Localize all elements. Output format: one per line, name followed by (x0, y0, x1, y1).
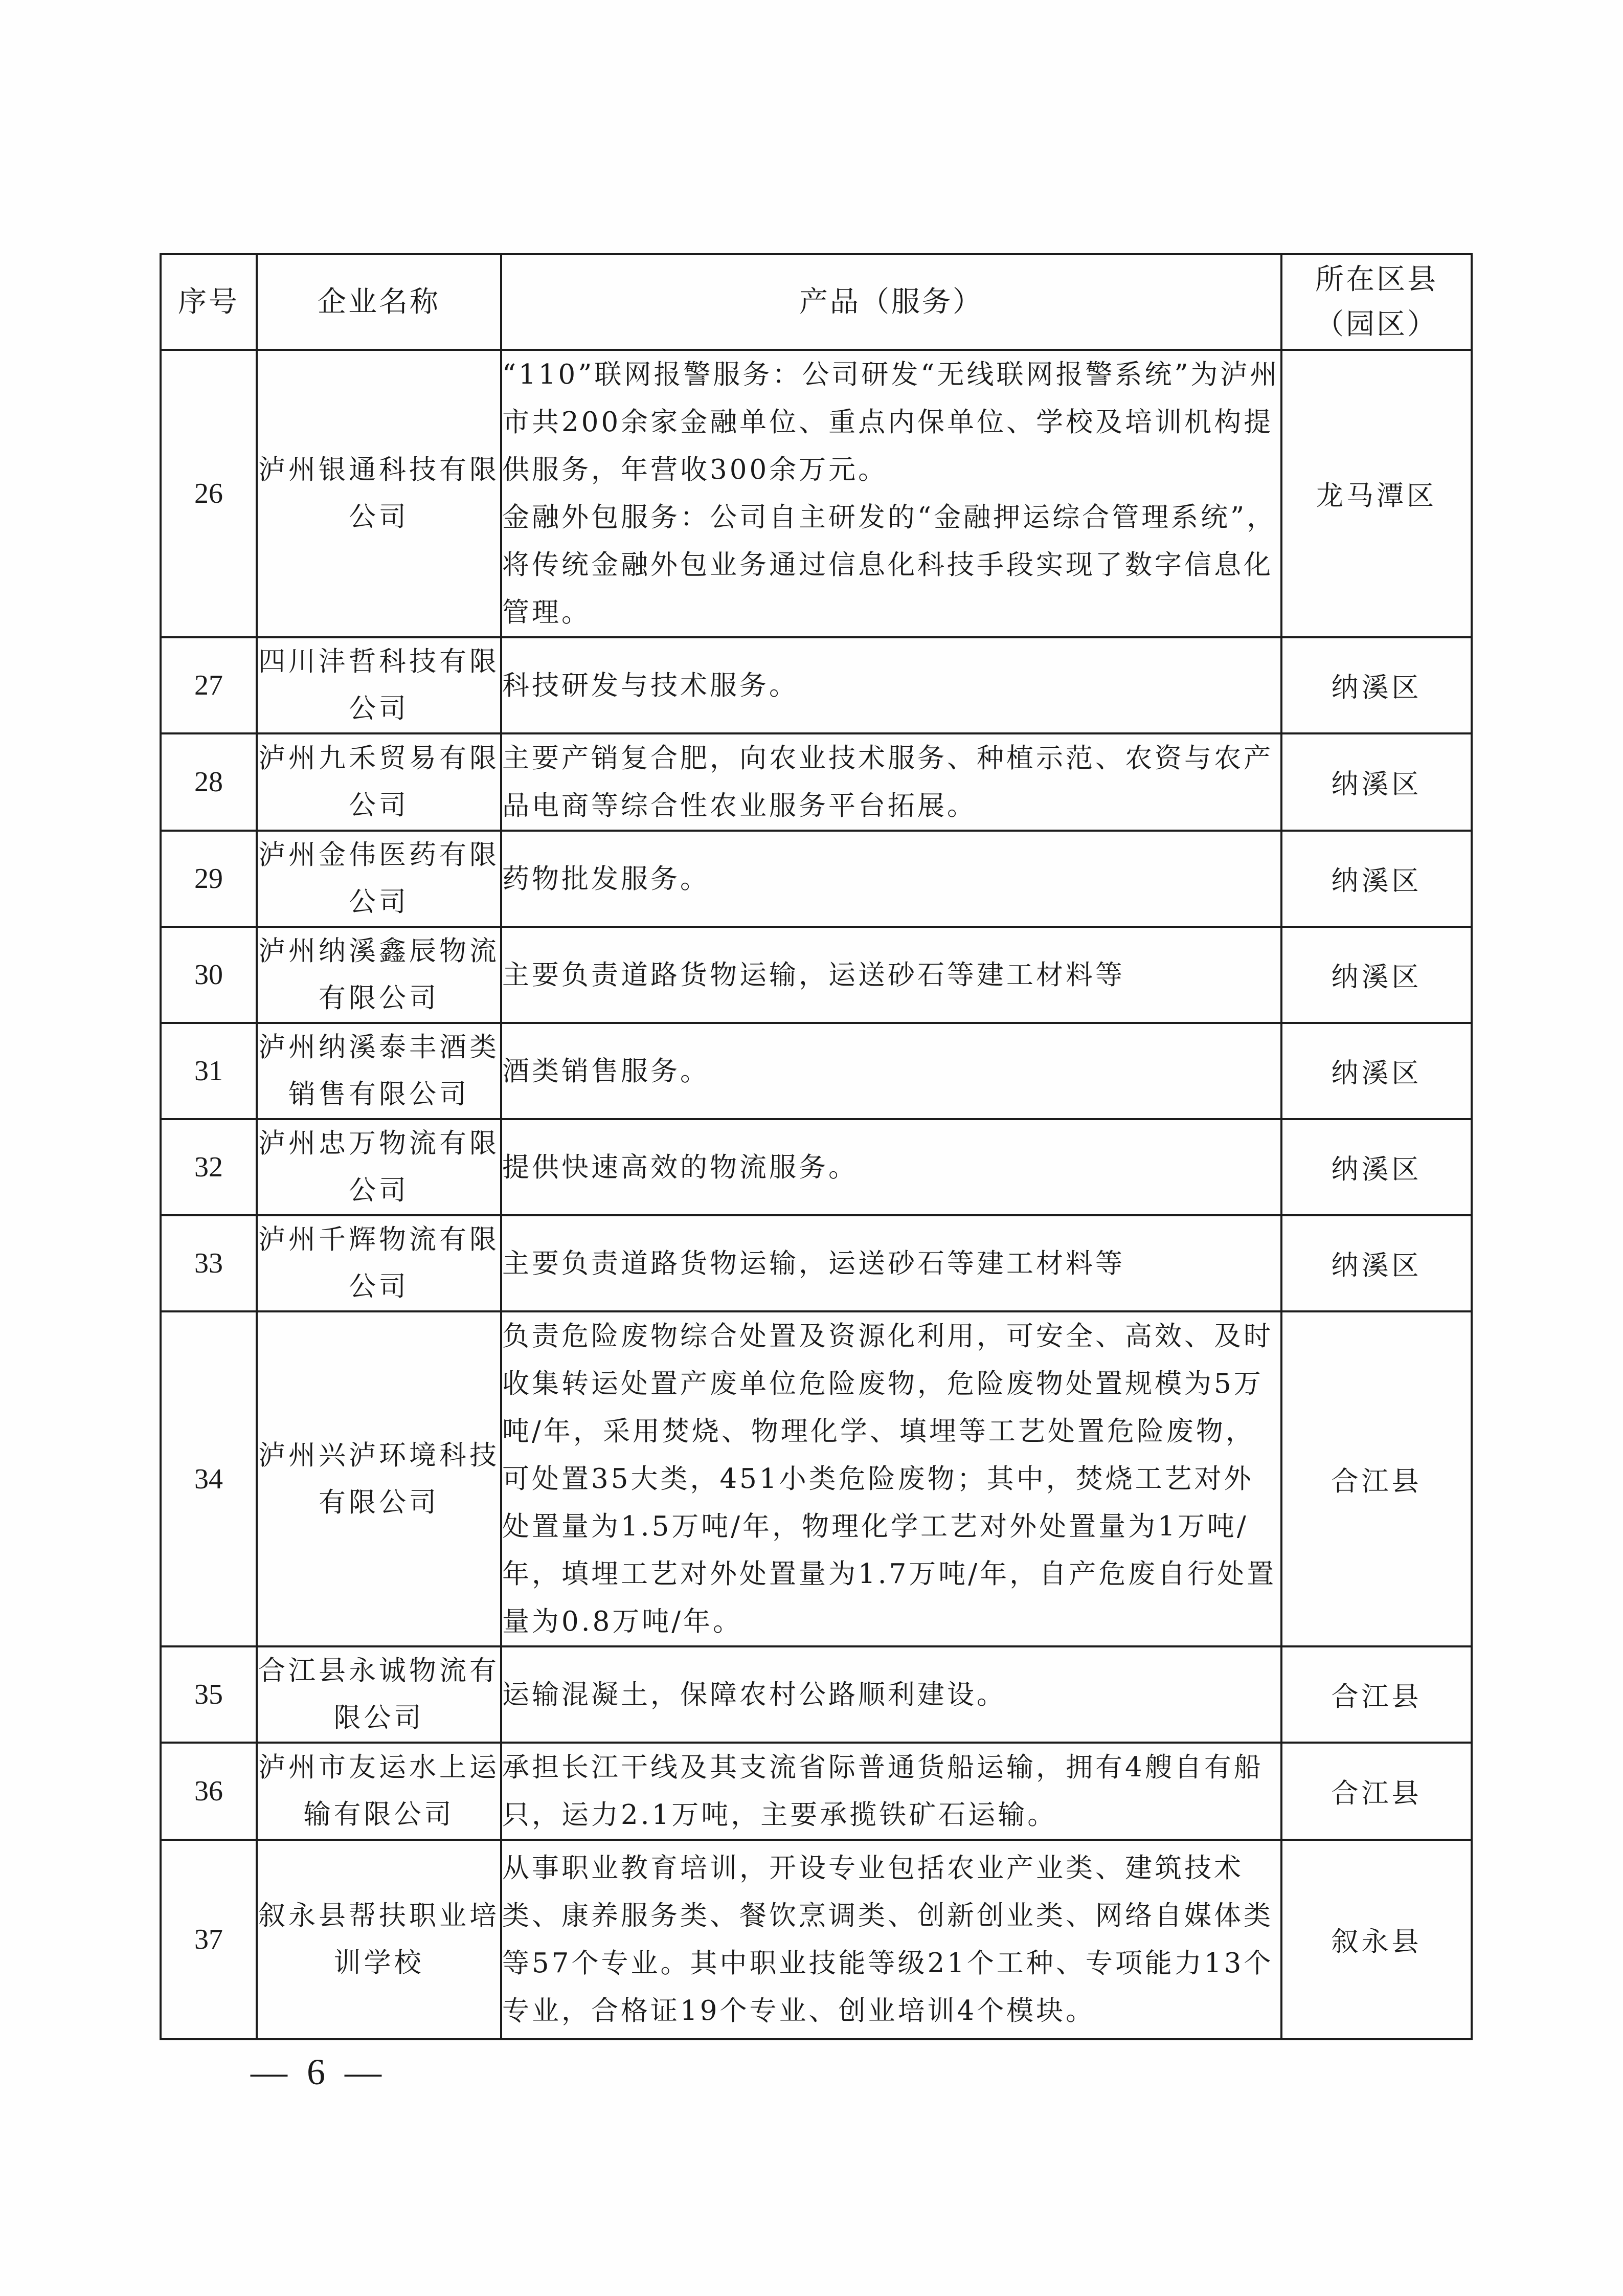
enterprise-table (160, 253, 1473, 2040)
table-row (161, 1119, 1472, 1215)
enterprise-name: 泸州纳溪鑫辰物流有限公司 (257, 927, 501, 1023)
enterprise-name: 泸州金伟医药有限公司 (257, 831, 501, 927)
table-row (161, 1646, 1472, 1743)
district: 合江县 (1281, 1646, 1472, 1743)
table-body (161, 350, 1472, 2039)
product-service (501, 637, 1281, 733)
product-paragraph: 主要负责道路货物运输，运送砂石等建工材料等 (502, 1247, 1125, 1279)
enterprise-name: 泸州九禾贸易有限公司 (257, 733, 501, 831)
table-row (161, 1023, 1472, 1119)
product-paragraph: 金融外包服务：公司自主研发的“金融押运综合管理系统”，将传统金融外包业务通过信息化科技手段实现了数字信息化管理。 (502, 502, 1277, 628)
product-paragraph: 运输混凝土，保障农村公路顺利建设。 (502, 1679, 1006, 1710)
row-number: 35 (161, 1646, 257, 1743)
product-paragraph: 主要产销复合肥，向农业技术服务、种植示范、农资与农产品电商等综合性农业服务平台拓展。 (502, 743, 1273, 821)
product-service (501, 1215, 1281, 1311)
product-paragraph: 酒类销售服务。 (502, 1055, 710, 1087)
row-number: 37 (161, 1840, 257, 2039)
table-row (161, 1215, 1472, 1311)
district: 纳溪区 (1281, 637, 1472, 733)
district: 纳溪区 (1281, 1023, 1472, 1119)
enterprise-name: 叙永县帮扶职业培训学校 (257, 1840, 501, 2039)
row-number: 28 (161, 733, 257, 831)
row-number: 33 (161, 1215, 257, 1311)
product-paragraph: 从事职业教育培训，开设专业包括农业产业类、建筑技术类、康养服务类、餐饮烹调类、创新创业类、网络自媒体类等57个专业。其中职业技能等级21个工种、专项能力13个专业，合格证19个专业、创业培训4个模块。 (502, 1853, 1274, 2026)
product-service (501, 1840, 1281, 2039)
district: 纳溪区 (1281, 1215, 1472, 1311)
row-number: 30 (161, 927, 257, 1023)
header-product: 产品（服务） (501, 254, 1281, 350)
row-number: 26 (161, 350, 257, 637)
table-row (161, 1311, 1472, 1646)
enterprise-name: 泸州兴泸环境科技有限公司 (257, 1311, 501, 1646)
product-service (501, 927, 1281, 1023)
district: 纳溪区 (1281, 927, 1472, 1023)
enterprise-name: 泸州千辉物流有限公司 (257, 1215, 501, 1311)
table-row (161, 350, 1472, 637)
table-row (161, 637, 1472, 733)
table-row (161, 733, 1472, 831)
product-service (501, 733, 1281, 831)
enterprise-name: 泸州市友运水上运输有限公司 (257, 1743, 501, 1840)
table-row (161, 1743, 1472, 1840)
district: 纳溪区 (1281, 1119, 1472, 1215)
row-number: 29 (161, 831, 257, 927)
district: 合江县 (1281, 1311, 1472, 1646)
district: 纳溪区 (1281, 831, 1472, 927)
district: 叙永县 (1281, 1840, 1472, 2039)
enterprise-name: 泸州银通科技有限公司 (257, 350, 501, 637)
enterprise-name: 合江县永诚物流有限公司 (257, 1646, 501, 1743)
district: 纳溪区 (1281, 733, 1472, 831)
row-number: 32 (161, 1119, 257, 1215)
product-paragraph: “110”联网报警服务：公司研发“无线联网报警系统”为泸州市共200余家金融单位、重点内保单位、学校及培训机构提供服务，年营收300余万元。 (502, 359, 1280, 485)
product-service (501, 1023, 1281, 1119)
enterprise-name: 泸州纳溪泰丰酒类销售有限公司 (257, 1023, 501, 1119)
header-no: 序号 (161, 254, 257, 350)
table-row (161, 831, 1472, 927)
row-number: 31 (161, 1023, 257, 1119)
table-row (161, 927, 1472, 1023)
header-name: 企业名称 (257, 254, 501, 350)
product-paragraph: 主要负责道路货物运输，运送砂石等建工材料等 (502, 959, 1125, 991)
product-service (501, 831, 1281, 927)
page-number: — 6 — (251, 2052, 387, 2092)
product-paragraph: 药物批发服务。 (502, 863, 710, 895)
header-area-line2: （园区） (1315, 307, 1438, 341)
table-header-row (161, 254, 1472, 350)
district: 合江县 (1281, 1743, 1472, 1840)
product-service (501, 1743, 1281, 1840)
row-number: 36 (161, 1743, 257, 1840)
product-paragraph: 负责危险废物综合处置及资源化利用，可安全、高效、及时收集转运处置产废单位危险废物，危险废物处置规模为5万吨/年，采用焚烧、物理化学、填埋等工艺处置危险废物，可处置35大类，451小类危险废物；其中，焚烧工艺对外处置量为1.5万吨/年，物理化学工艺对外处置量为1万吨/年，填埋工艺对外处置量为1.7万吨/年，自产危废自行处置量为0.8万吨/年。 (502, 1321, 1277, 1637)
header-area-line1: 所在区县 (1315, 262, 1438, 296)
product-paragraph: 承担长江干线及其支流省际普通货船运输，拥有4艘自有船只，运力2.1万吨，主要承揽铁矿石运输。 (502, 1752, 1264, 1831)
product-service (501, 1646, 1281, 1743)
product-paragraph: 科技研发与技术服务。 (502, 670, 799, 701)
enterprise-name: 泸州忠万物流有限公司 (257, 1119, 501, 1215)
row-number: 34 (161, 1311, 257, 1646)
product-service (501, 350, 1281, 637)
district: 龙马潭区 (1281, 350, 1472, 637)
header-area (1281, 254, 1472, 350)
table-row (161, 1840, 1472, 2039)
enterprise-name: 四川沣哲科技有限公司 (257, 637, 501, 733)
row-number: 27 (161, 637, 257, 733)
product-paragraph: 提供快速高效的物流服务。 (502, 1151, 858, 1183)
product-service (501, 1311, 1281, 1646)
product-service (501, 1119, 1281, 1215)
